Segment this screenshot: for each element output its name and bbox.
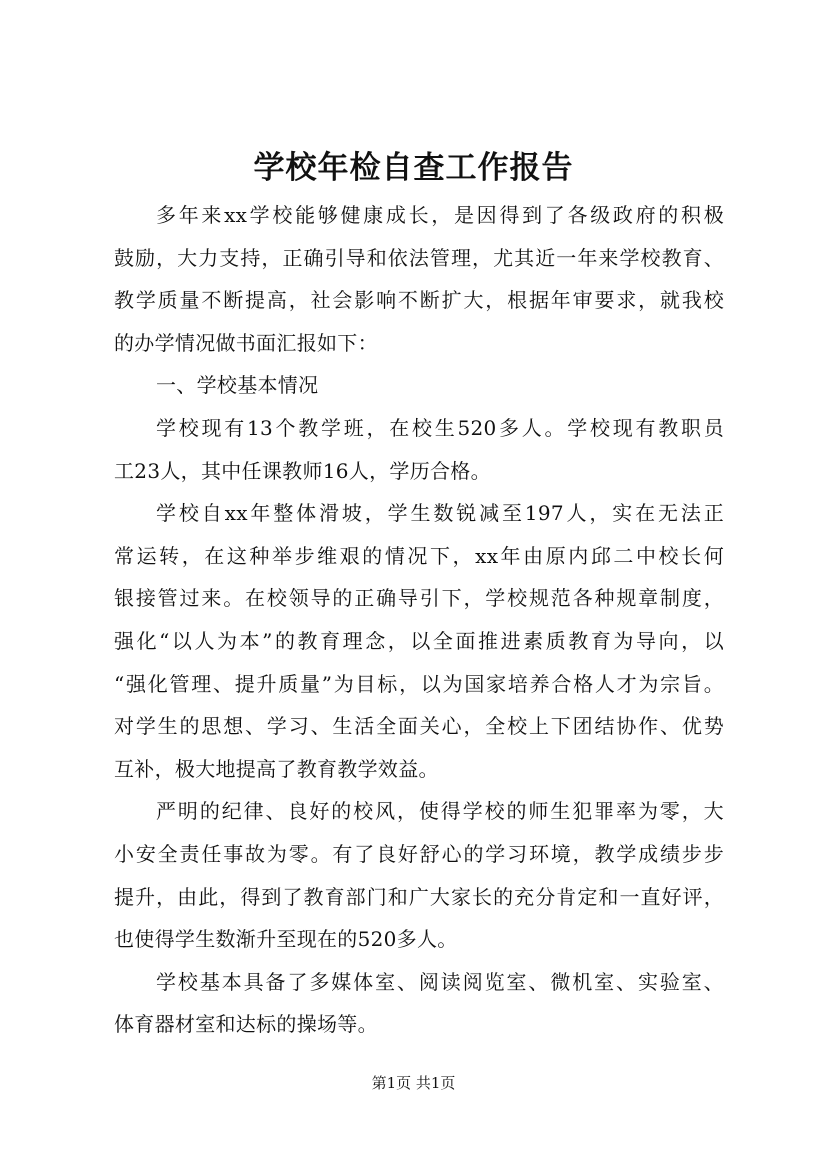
body-line: 严明的纪律、良好的校风，使得学校的师生犯罪率为零，大: [156, 799, 724, 824]
body-line: 强化“以人为本”的教育理念，以全面推进素质教育为导向，以: [114, 628, 724, 653]
body-line: 也使得学生数渐升至现在的520多人。: [114, 927, 458, 952]
body-line: “强化管理、提升质量”为目标，以为国家培养合格人才为宗旨。: [114, 671, 724, 696]
body-line: 常运转，在这种举步维艰的情况下，xx年由原内邱二中校长何: [114, 543, 724, 568]
document-body: [114, 194, 724, 1046]
body-line: 多年来xx学校能够健康成长，是因得到了各级政府的积极: [156, 203, 724, 227]
section-heading: 一、学校基本情况: [156, 373, 319, 398]
body-line: 小安全责任事故为零。有了良好舒心的学习环境，教学成绩步步: [114, 841, 724, 866]
body-line: 工23人，其中任课教师16人，学历合格。: [114, 458, 491, 483]
document-title: 学校年检自查工作报告: [253, 150, 574, 186]
body-line: 学校自xx年整体滑坡，学生数锐减至197人，实在无法正: [156, 501, 724, 526]
body-line: 教学质量不断提高，社会影响不断扩大，根据年审要求，就我校: [114, 288, 724, 313]
body-line: 提升，由此，得到了教育部门和广大家长的充分肯定和一直好评，: [114, 884, 724, 909]
body-line: 银接管过来。在校领导的正确导引下，学校规范各种规章制度，: [114, 586, 724, 611]
page-footer: 第1页 共1页: [371, 1074, 456, 1092]
body-line: 学校基本具备了多媒体室、阅读阅览室、微机室、实验室、: [156, 969, 724, 994]
body-line: 体育器材室和达标的操场等。: [114, 1012, 378, 1037]
body-line: 的办学情况做书面汇报如下：: [114, 330, 378, 355]
body-line: 学校现有13个教学班，在校生520多人。学校现有教职员: [156, 415, 724, 440]
body-line: 互补，极大地提高了教育教学效益。: [114, 756, 439, 781]
body-line: 鼓励，大力支持，正确引导和依法管理，尤其近一年来学校教育、: [114, 245, 724, 270]
body-line: 对学生的思想、学习、生活全面关心，全校上下团结协作、优势: [114, 714, 724, 739]
